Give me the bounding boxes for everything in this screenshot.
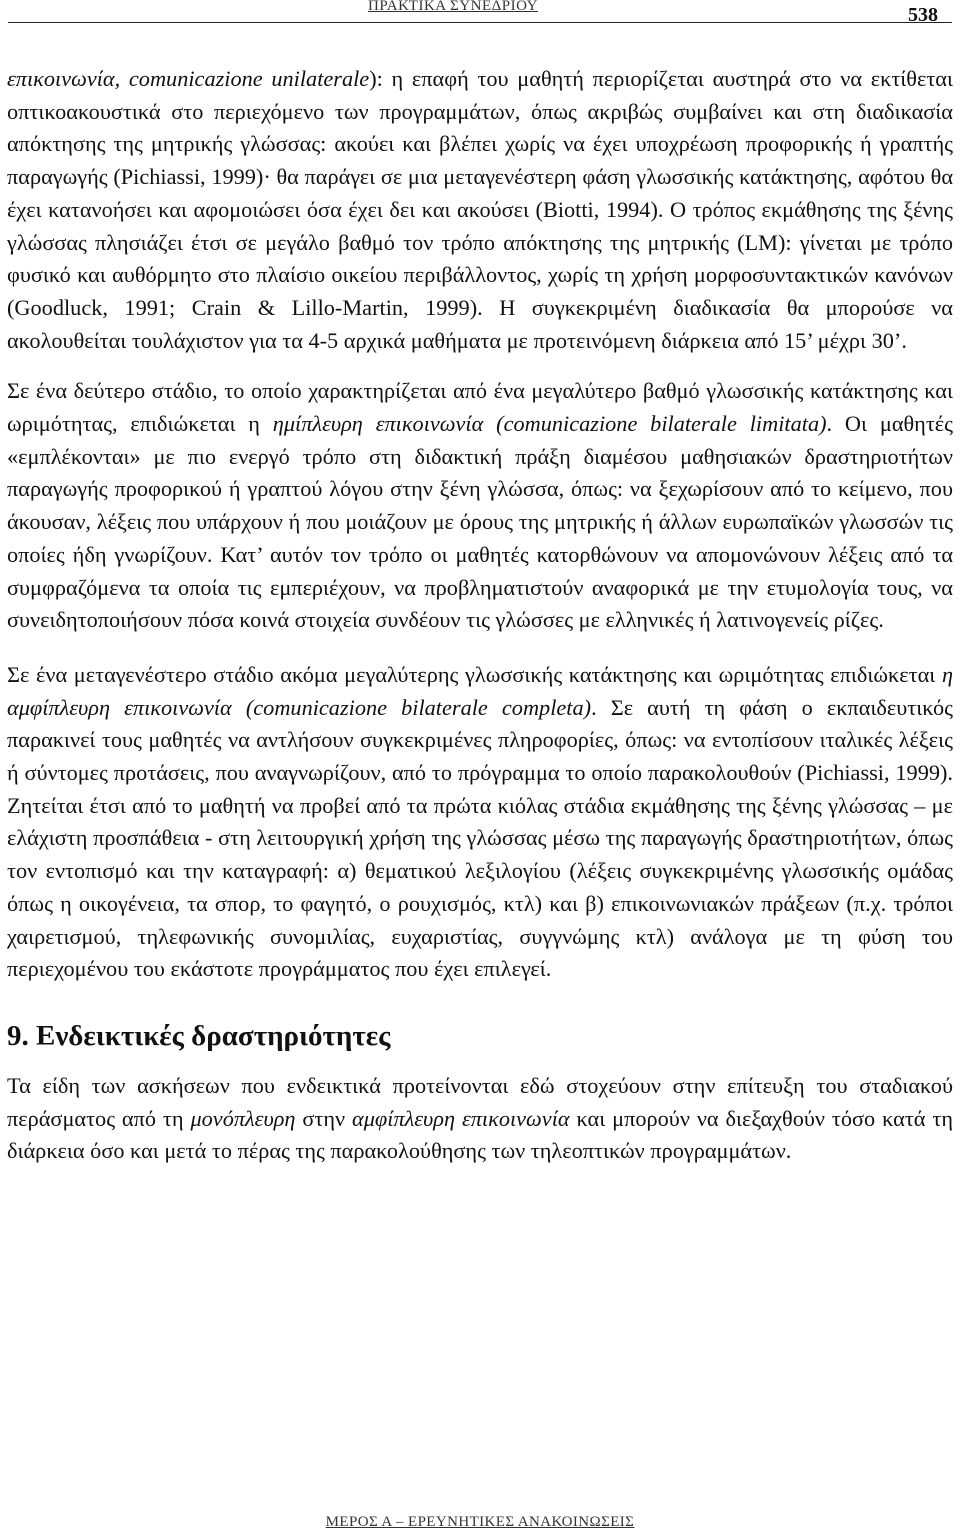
page-number: 538 [908, 4, 938, 26]
paragraph-3 [7, 659, 953, 986]
paragraph-text: Τα είδη των ασκήσεων που ενδεικτικά προτείνονται εδώ στοχεύουν στην επίτευξη του σταδιακού περάσματος από τη [7, 1072, 953, 1131]
page-header [8, 0, 952, 26]
italic-term: μονόπλευρη [190, 1105, 296, 1131]
paragraph-text: στην [295, 1105, 353, 1131]
paragraph-text: Σε ένα μεταγενέστερο στάδιο ακόμα μεγαλύτερης γλωσσικής κατάκτησης και ωριμότητας επιδιώκεται [7, 661, 942, 687]
paragraph-text: . Οι μαθητές «εμπλέκονται» με πιο ενεργό τρόπο στη διδακτική πράξη διαμέσου μαθησιακών δραστηριοτήτων παραγωγής προφορικού ή γραπτού λόγου στην ξένη γλώσσα, όπως: να ξεχωρίσουν από το κείμενο, που άκουσαν, λέξεις που υπάρχουν ή που μοιάζουν με όρους της μητρικής ή άλλων ευρωπαϊκών γλωσσών τις οποίες ήδη γνωρίζουν. Κατ’ αυτόν τον τρόπο οι μαθητές κατορθώνουν να απομονώνουν λέξεις από τα συμφραζόμενα τα οποία τις εμπεριέχουν, να προβληματιστούν αναφορικά με την ετυμολογία τους, να συνειδητοποιήσουν πόσα κοινά στοιχεία συνδέουν τις γλώσσες με ελληνικές ή λατινογενείς ρίζες. [7, 411, 953, 633]
paragraph-text: . Σε αυτή τη φάση ο εκπαιδευτικός παρακινεί τους μαθητές να αντλήσουν συγκεκριμένες πληροφορίες, όπως: να εντοπίσουν ιταλικές λέξεις ή σύντομες προτάσεις, που αναγνωρίζουν, από το πρόγραμμα το οποίο παρακολουθούν (Pichiassi, 1999). Ζητείται έτσι από το μαθητή να προβεί από τα πρώτα κιόλας στάδια εκμάθησης της ξένης γλώσσας – με ελάχιστη προσπάθεια - στη λειτουργική χρήση της γλώσσας μέσω της παραγωγής δραστηριοτήτων, όπως τον εντοπισμό και την καταγραφή: α) θεματικού λεξιλογίου (λέξεις συγκεκριμένης γλωσσικής ομάδας όπως η οικογένεια, τα σπορ, το φαγητό, ο ρουχισμός, κτλ) και β) επικοινωνιακών πράξεων (π.χ. τρόποι χαιρετισμού, τηλεφωνικής συνομιλίας, ευχαριστίας, συγγνώμης κτλ) ανάλογα με τη φύση του περιεχομένου του εκάστοτε προγράμματος που έχει επιλεγεί. [7, 694, 953, 982]
section-heading: 9. Ενδεικτικές δραστηριότητες [7, 1019, 391, 1052]
paragraph-text: και μπορούν να διεξαχθούν τόσο κατά τη διάρκεια όσο και μετά το πέρας της παρακολούθησης των τηλεοπτικών προγραμμάτων. [7, 1105, 954, 1164]
page-body [7, 63, 953, 1168]
italic-term: ημίπλευρη επικοινωνία (comunicazione bilaterale limitata) [272, 411, 827, 437]
page-footer: ΜΕΡΟΣ Α – ΕΡΕΥΝΗΤΙΚΕΣ ΑΝΑΚΟΙΝΩΣΕΙΣ [325, 1514, 635, 1530]
paragraph-2 [7, 375, 953, 637]
italic-term: αμφίπλευρη επικοινωνία [352, 1105, 570, 1131]
italic-term: επικοινωνία, comunicazione unilaterale [7, 66, 370, 91]
italic-term: η αμφίπλευρη επικοινωνία (comunicazione bilaterale completa) [7, 661, 953, 720]
paragraph-4 [7, 1070, 953, 1168]
running-title: ΠΡΑΚΤΙΚΑ ΣΥΝΕΔΡΙΟΥ [367, 0, 539, 14]
paragraph-1 [7, 63, 953, 357]
paragraph-text: ): η επαφή του μαθητή περιορίζεται αυστηρά στο να εκτίθεται οπτικοακουστικά στο περιεχόμενο των προγραμμάτων, όπως ακριβώς συμβαίνει και στη διαδικασία απόκτησης της μητρικής γλώσσας: ακούει και βλέπει χωρίς να έχει υποχρέωση προφορικής ή γραπτής παραγωγής (Pichiassi, 1999)· θα παράγει σε μια μεταγενέστερη φάση γλωσσικής κατάκτησης, αφότου θα έχει κατανοήσει και αφομοιώσει όσα έχει δει και ακούσει (Biotti, 1994). Ο τρόπος εκμάθησης της ξένης γλώσσας πλησιάζει έτσι σε μεγάλο βαθμό τον τρόπο απόκτησης της μητρικής (LM): γίνεται με τρόπο φυσικό και αυθόρμητο στο πλαίσιο οικείου περιβάλλοντος, χωρίς τη χρήση μορφοσυντακτικών κανόνων (Goodluck, 1991; Crain & Lillo-Martin, 1999). Η συγκεκριμένη διαδικασία θα μπορούσε να ακολουθείται τουλάχιστον για τα 4-5 αρχικά μαθήματα με προτεινόμενη διάρκεια από 15’ μέχρι 30’. [7, 66, 953, 353]
paragraph-text: Σε ένα δεύτερο στάδιο, το οποίο χαρακτηρίζεται από ένα μεγαλύτερο βαθμό γλωσσικής κατάκτησης και ωριμότητας, επιδιώκεται η [7, 378, 953, 437]
